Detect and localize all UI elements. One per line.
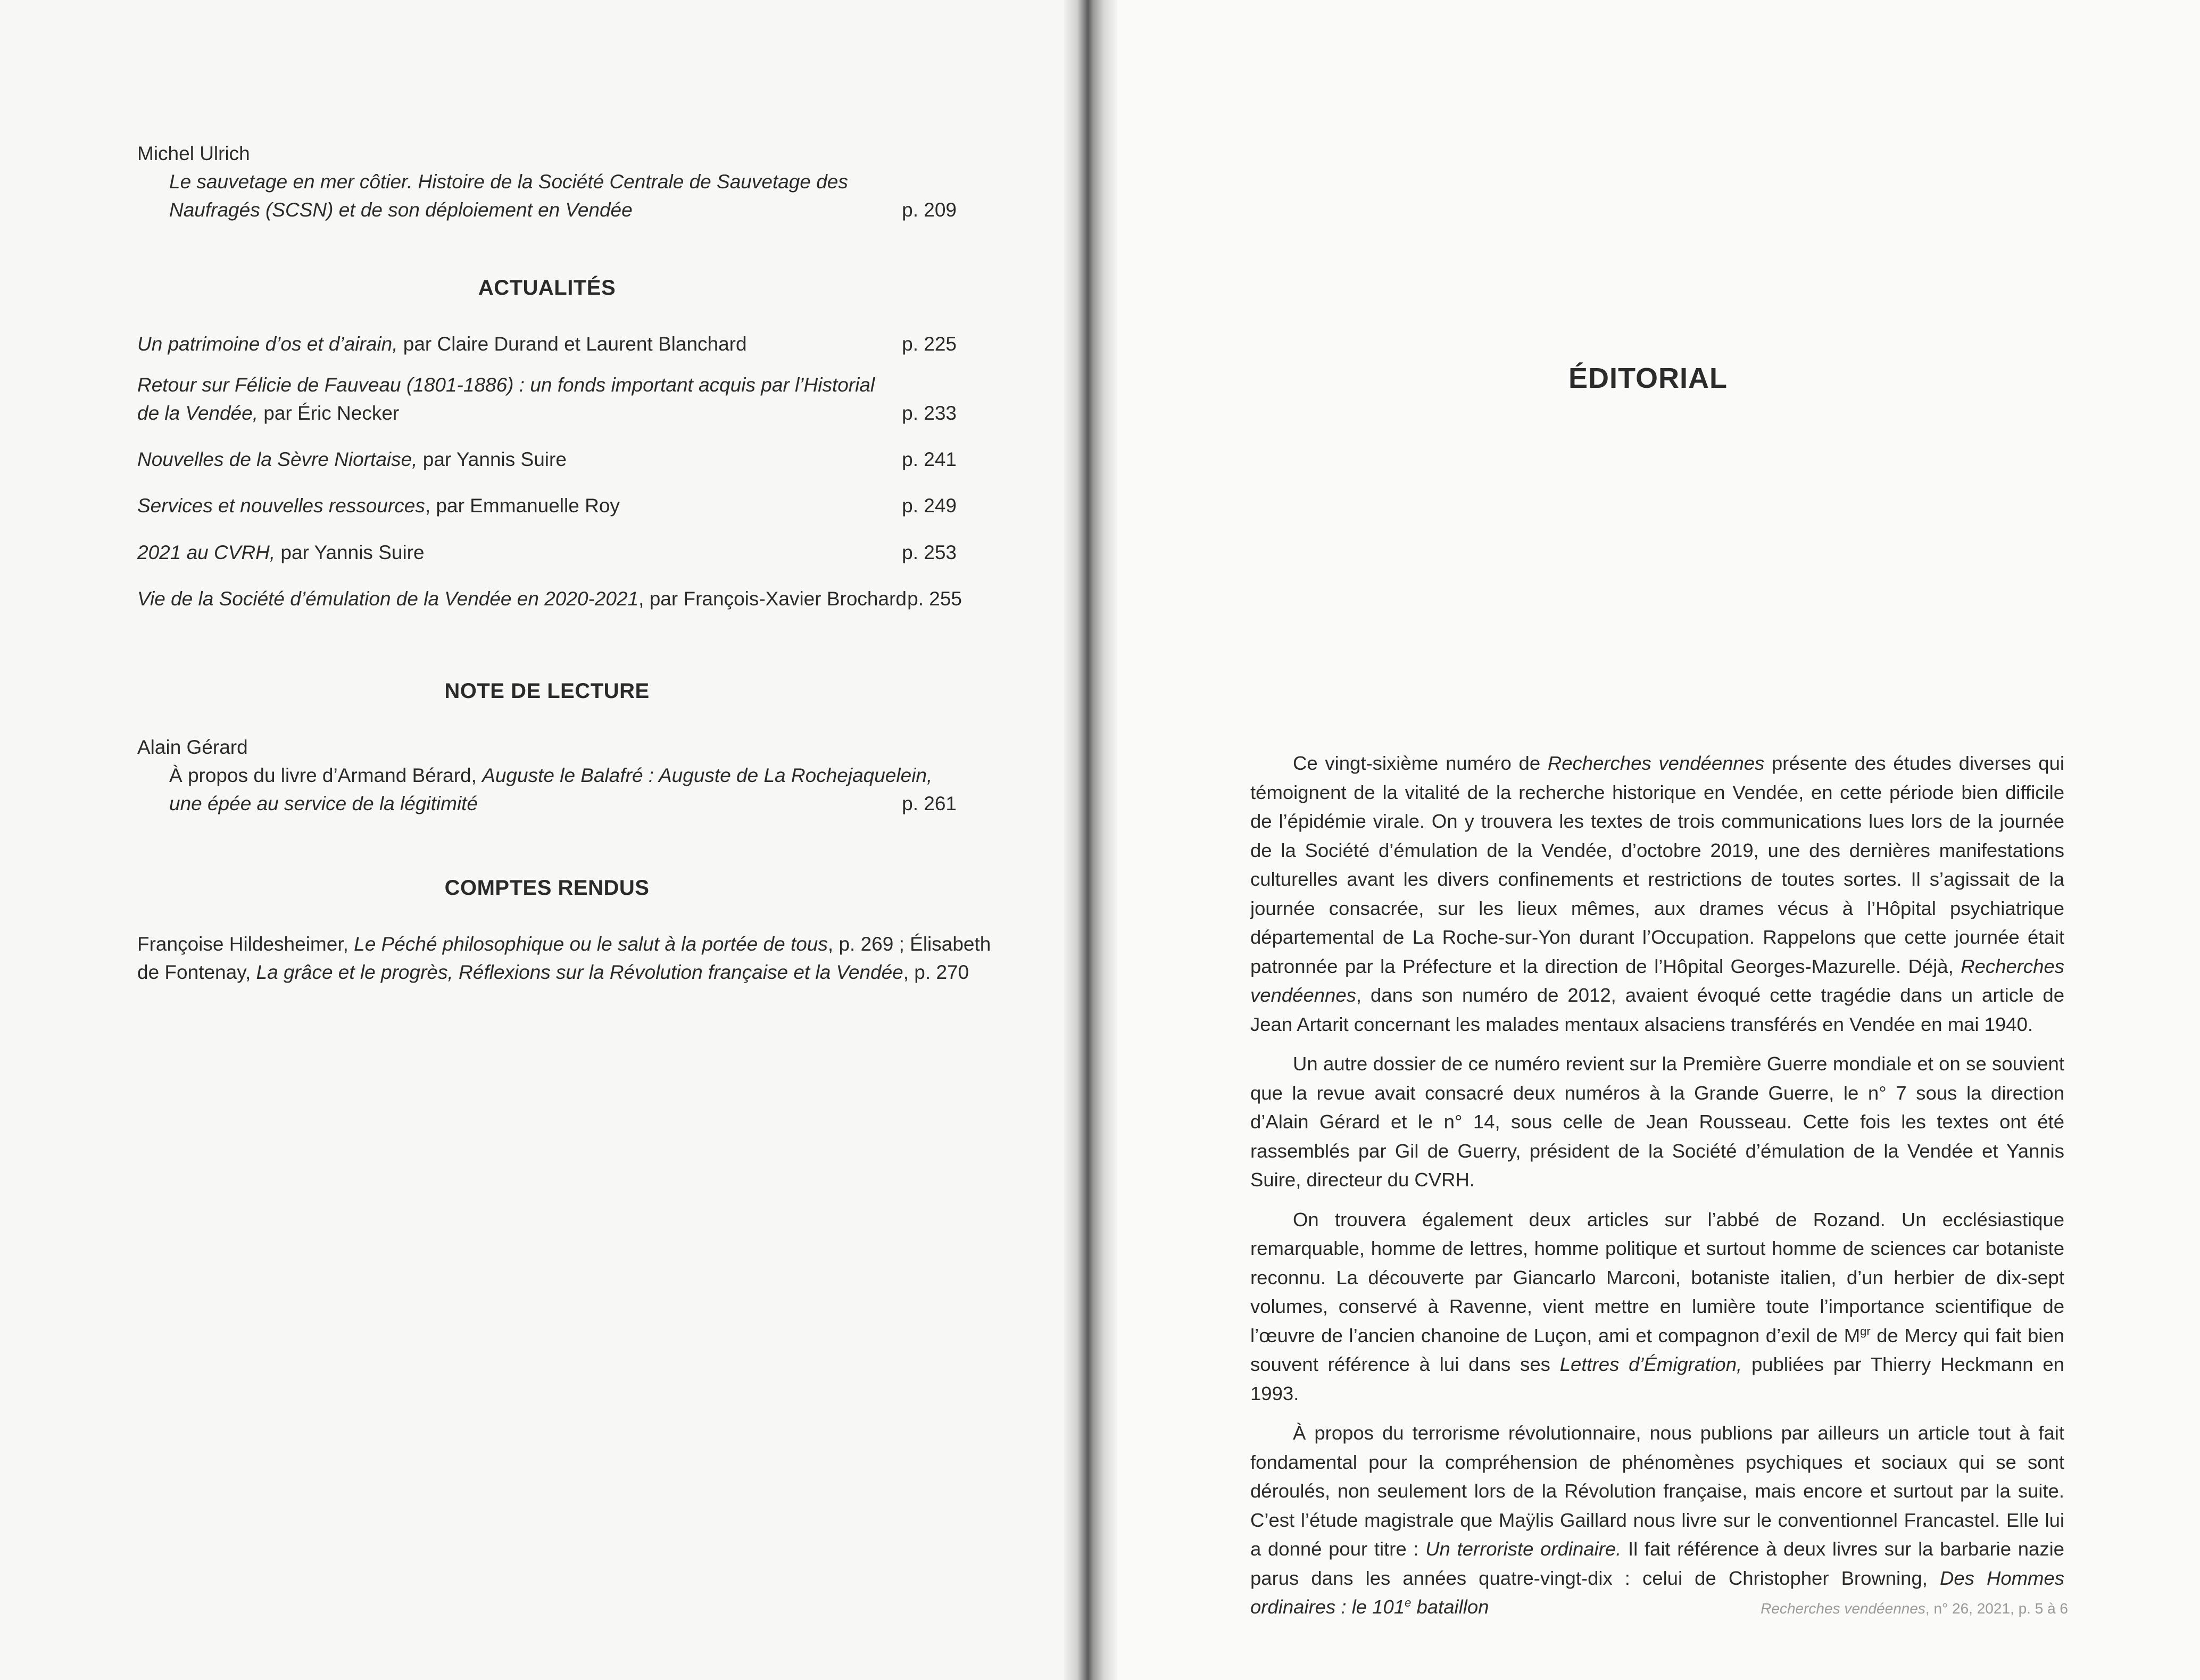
entry-text: À propos du livre d’Armand Bérard, (169, 764, 483, 786)
entry-title: Retour sur Félicie de Fauveau (1801-1886) : un fonds important acquis par l’Historial (137, 374, 875, 396)
toc-entry (137, 371, 957, 427)
left-page (0, 0, 1075, 1680)
review-author: de Fontenay, (137, 961, 256, 983)
entry-byline: par Claire Durand et Laurent Blanchard (397, 333, 747, 355)
entry-title: Le sauvetage en mer côtier. Histoire de la Société Centrale de Sauvetage des (169, 171, 848, 193)
toc-entry (137, 538, 957, 567)
toc-entry-gerard (137, 733, 957, 818)
review-title: Le Péché philosophique ou le salut à la portée de tous (354, 933, 828, 955)
section-heading-note-de-lecture: NOTE DE LECTURE (444, 679, 650, 703)
entry-title: Nouvelles de la Sèvre Niortaise, (137, 448, 418, 470)
toc-entry (137, 445, 957, 473)
paragraph: Ce vingt-sixième numéro de Recherches vendéennes présente des études diverses qui témoignent de la vitalité de la recherche historique en Vendée, en cette période bien difficile de l’épidémie virale. On y trouvera les textes de trois communications lues lors de la journée de la Société d’émulation de la Vendée, d’octobre 2019, une des dernières manifestations culturelles avant les divers confinements et restrictions de toutes sortes. Il s’agissait de la journée consacrée, sur les lieux mêmes, aux drames vécus à l’Hôpital psychiatrique départemental de La Roche-sur-Yon durant l’Occupation. Rappelons que cette journée était patronnée par la Préfecture et la direction de l’Hôpital Georges-Mazurelle. Déjà, Recherches vendéennes, dans son numéro de 2012, avaient évoqué cette tragédie dans un article de Jean Artarit concernant les malades mentaux alsaciens transférés en Vendée en mai 1940. (1250, 752, 2064, 1035)
entry-byline: , par Emmanuelle Roy (425, 495, 620, 517)
paragraph: Un autre dossier de ce numéro revient sur la Première Guerre mondiale et on se souvient que la revue avait consacré deux numéros à la Grande Guerre, le n° 7 sous la direction d’Alain Gérard et le n° 14, sous celle de Jean Rousseau. Cette fois les textes ont été rassemblés par Gil de Guerry, président de la Société d’émulation de la Vendée et Yannis Suire, directeur du CVRH. (1250, 1053, 2064, 1191)
entry-page: p. 241 (902, 448, 957, 470)
entry-author: Alain Gérard (137, 736, 248, 758)
review-author: Françoise Hildesheimer, (137, 933, 354, 955)
entry-title: Un patrimoine d’os et d’airain, (137, 333, 398, 355)
section-heading-comptes-rendus: COMPTES RENDUS (444, 876, 650, 900)
review-title: La grâce et le progrès, Réflexions sur la Révolution française et la Vendée (256, 961, 903, 983)
entry-title: Services et nouvelles ressources (137, 495, 425, 517)
entry-byline: par Éric Necker (258, 402, 400, 424)
entry-title: Vie de la Société d’émulation de la Vendée en 2020-2021 (137, 588, 639, 610)
entry-title: 2021 au CVRH, (137, 542, 276, 563)
entry-title: une épée au service de la légitimité (169, 793, 478, 814)
entry-title: Naufragés (SCSN) et de son déploiement en Vendée (169, 199, 633, 221)
entry-page: p. 255 (907, 588, 962, 610)
entry-page: p. 233 (902, 402, 957, 424)
entry-page: p. 209 (902, 199, 957, 221)
toc-entry-ulrich (137, 139, 957, 224)
entry-byline: par Yannis Suire (417, 448, 567, 470)
paragraph: À propos du terrorisme révolutionnaire, nous publions par ailleurs un article tout à fait fondamental pour la compréhension de phénomènes psychiques et sociaux qui se sont déroulés, non seulement lors de la Révolution française, mais encore et surtout par la suite. C’est l’étude magistrale que Maÿlis Gaillard nous livre sur le conventionnel Francastel. Elle lui a donné pour titre : Un terroriste ordinaire. Il fait référence à deux livres sur la barbarie nazie parus dans les années quatre-vingt-dix : celui de Christopher Browning, Des Hommes ordinaires : le 101e bataillon (1250, 1422, 2064, 1618)
entry-byline: , par François-Xavier Brochard (638, 588, 907, 610)
book-gutter (1064, 0, 1117, 1680)
entry-page: p. 253 (902, 542, 957, 563)
toc-entry (137, 585, 962, 613)
entry-page: p. 261 (902, 793, 957, 814)
entry-title: Auguste le Balafré : Auguste de La Rochejaquelein, (482, 764, 933, 786)
comptes-rendus-text (137, 930, 991, 986)
review-page: , p. 270 (903, 961, 969, 983)
paragraph: On trouvera également deux articles sur l’abbé de Rozand. Un ecclésiastique remarquable, homme de lettres, homme politique et surtout homme de sciences car botaniste reconnu. La découverte par Giancarlo Marconi, botaniste italien, d’un herbier de dix-sept volumes, conservé à Ravenne, vient mettre en lumière toute l’importance scientifique de l’œuvre de l’ancien chanoine de Luçon, ami et compagnon d’exil de $M^{gr}$ de Mercy qui fait bien souvent référence à lui dans ses Lettres d’Émigration, publiées par Thierry Heckmann en 1993. (1250, 1208, 2064, 1404)
review-page: , p. 269 ; Élisabeth (827, 933, 991, 955)
section-heading-actualites: ACTUALITÉS (478, 276, 616, 300)
entry-byline: par Yannis Suire (275, 542, 425, 563)
editorial-title: ÉDITORIAL (1568, 362, 1728, 394)
page-footer: Recherches vendéennes, n° 26, 2021, p. 5 à 6 (1761, 1600, 2068, 1617)
entry-page: p. 249 (902, 495, 957, 517)
editorial-body (1250, 749, 2064, 1633)
entry-page: p. 225 (902, 333, 957, 355)
toc-entry (137, 492, 957, 520)
entry-author: Michel Ulrich (137, 143, 250, 164)
entry-title-cont: de la Vendée, (137, 402, 258, 424)
toc-entry (137, 330, 957, 358)
